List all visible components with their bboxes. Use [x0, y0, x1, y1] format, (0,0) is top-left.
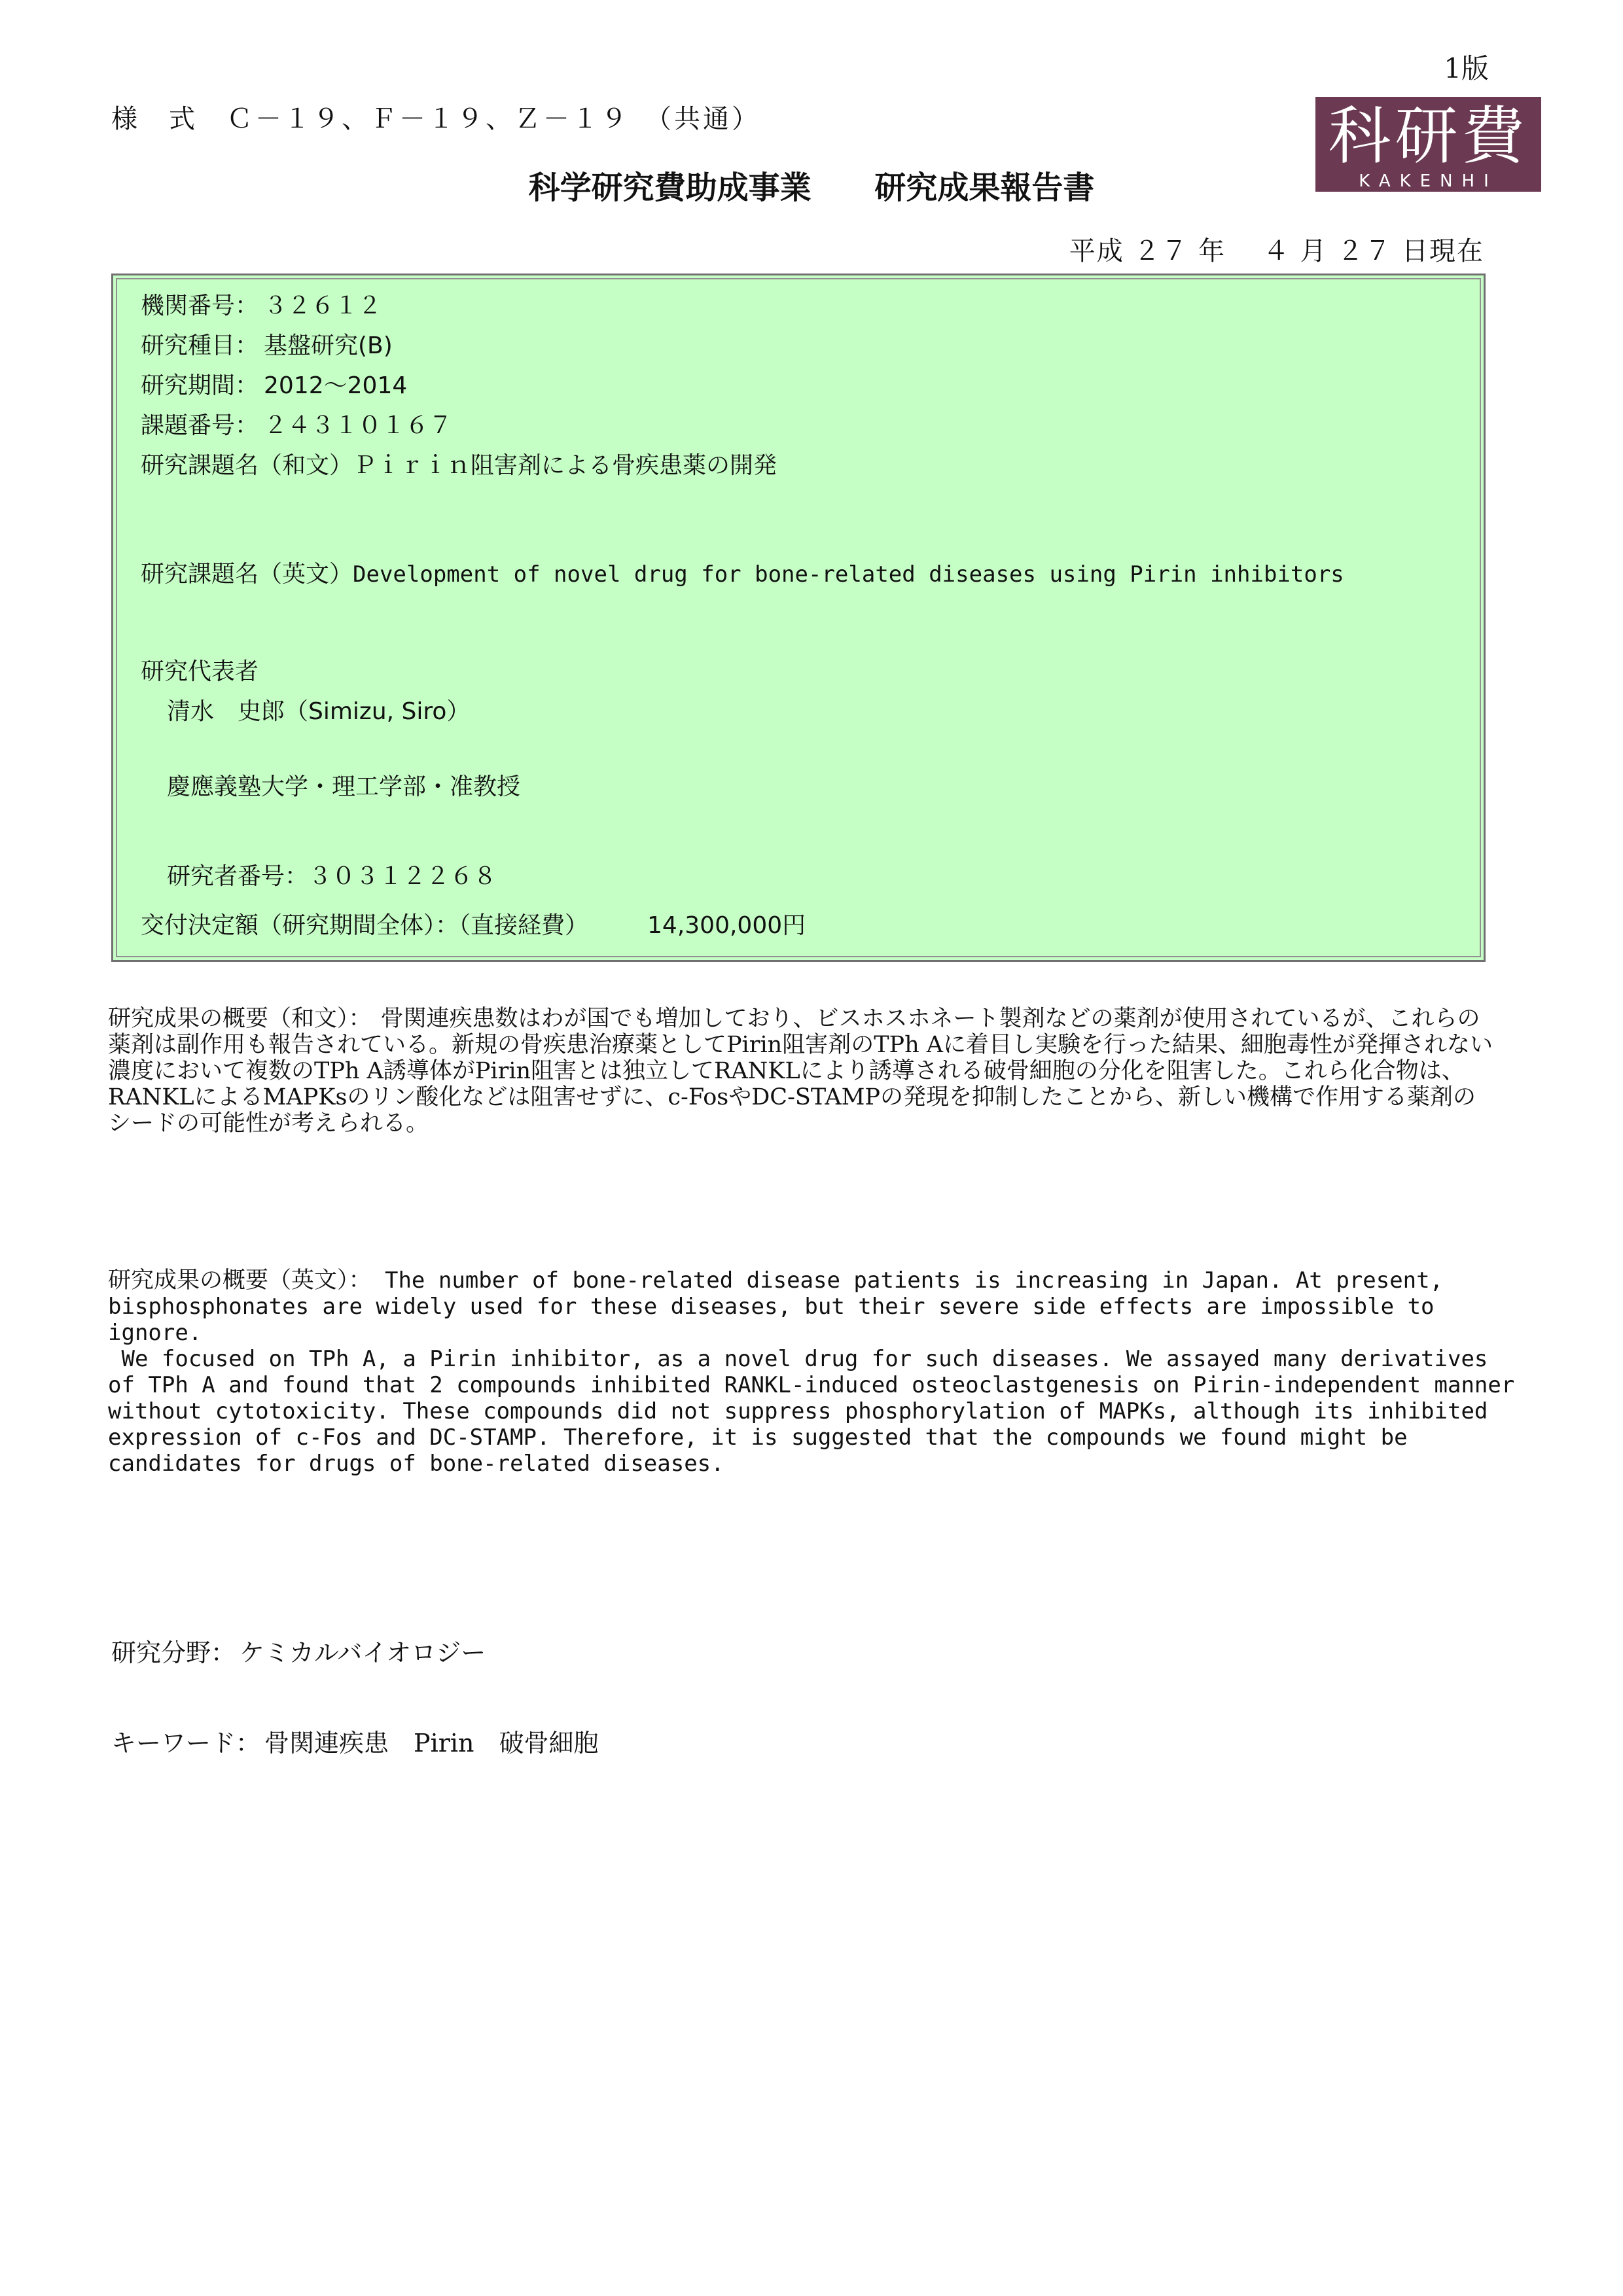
research-field-value: ケミカルバイオロジー: [240, 1638, 486, 1667]
document-title: [0, 162, 1623, 207]
project-number-row: [141, 407, 452, 440]
research-period-value: 2012～2014: [264, 372, 408, 399]
grant-amount-value: 14,300,000円: [647, 912, 806, 939]
keywords-label: キーワード：: [111, 1729, 261, 1757]
project-info-box: [111, 274, 1486, 962]
summary-japanese: [108, 1006, 1495, 1137]
logo-kanji: 科研費: [1328, 99, 1529, 173]
summary-japanese-label: 研究成果の概要（和文）：: [108, 1006, 372, 1032]
principal-investigator-label: 研究代表者: [141, 658, 259, 685]
version-label: 1版: [1444, 52, 1489, 84]
research-type-label: 研究種目：: [141, 332, 259, 359]
research-type-row: [141, 327, 393, 361]
summary-english: [108, 1267, 1515, 1477]
researcher-number-row: [167, 858, 497, 891]
summary-english-text: The number of bone-related disease patients is increasing in Japan. At present, bisphosphonates are widely used for these diseases, but their severe side effects are impossible to ignore. We focused on TPh A, a Pirin inhibitor, as a novel drug for such diseases. We assayed many derivatives of TPh A and found that 2 compounds inhibited RANKL-induced osteoclastgenesis on Pirin-independent manner without cytotoxicity. These compounds did not suppress phosphorylation of MAPKs, although its inhibited expression of c-Fos and DC-STAMP. Therefore, it is suggested that the compounds we found might be candidates for drugs of bone-related diseases.: [108, 1267, 1515, 1477]
researcher-number-value: ３０３１２２６８: [308, 863, 497, 890]
summary-english-label: 研究成果の概要（英文）：: [108, 1267, 372, 1294]
project-number-value: ２４３１０１６７: [264, 412, 453, 439]
institution-number-label: 機関番号：: [141, 292, 259, 319]
report-date: 平成 ２７ 年 ４ 月 ２７ 日現在: [1069, 236, 1484, 266]
project-title-ja-row: [141, 447, 777, 480]
project-title-en-value: Development of novel drug for bone-related diseases using Pirin inhibitors: [353, 561, 1344, 588]
research-period-row: [141, 367, 407, 400]
research-field-label: 研究分野：: [111, 1638, 236, 1667]
institution-number-value: ３２６１２: [264, 292, 382, 319]
logo-roman: KAKENHI: [1359, 171, 1498, 191]
title-report: 研究成果報告書: [874, 169, 1095, 206]
institution-number-row: [141, 287, 382, 321]
researcher-number-label: 研究者番号：: [167, 863, 309, 890]
keywords-value: 骨関連疾患 Pirin 破骨細胞: [264, 1729, 599, 1757]
principal-investigator-affiliation: 慶應義塾大学・理工学部・准教授: [167, 773, 521, 800]
research-field: [111, 1633, 486, 1669]
grant-amount-label: 交付決定額（研究期間全体）：（直接経費）: [141, 912, 589, 939]
project-title-en-row: [141, 556, 1344, 589]
summary-japanese-text: 骨関連疾患数はわが国でも増加しており、ビスホスホネート製剤などの薬剤が使用されているが、これらの薬剤は副作用も報告されている。新規の骨疾患治療薬としてPirin阻害剤のTPh Aに着目し実験を行った結果、細胞毒性が発揮されない濃度において複数のTPh A誘導体がPirin阻害とは独立してRANKLにより誘導される破骨細胞の分化を阻害した。これら化合物は、RANKLによるMAPKsのリン酸化などは阻害せずに、c-FosやDC-STAMPの発現を抑制したことから、新しい機構で作用する薬剤のシードの可能性が考えられる。: [108, 1006, 1493, 1137]
project-title-ja-value: Ｐｉｒｉｎ阻害剤による骨疾患薬の開発: [353, 452, 777, 479]
project-title-en-label: 研究課題名（英文）: [141, 561, 353, 588]
research-period-label: 研究期間：: [141, 372, 259, 399]
keywords: [111, 1723, 599, 1759]
project-number-label: 課題番号：: [141, 412, 259, 439]
principal-investigator-name: 清水 史郎（Simizu, Siro）: [167, 698, 471, 725]
title-program: 科学研究費助成事業: [528, 169, 812, 206]
form-identifier: 様 式 Ｃ－１９、Ｆ－１９、Ｚ－１９ （共通）: [111, 104, 760, 134]
project-title-ja-label: 研究課題名（和文）: [141, 452, 353, 479]
grant-amount-row: [141, 907, 806, 940]
research-type-value: 基盤研究(B): [264, 332, 393, 359]
